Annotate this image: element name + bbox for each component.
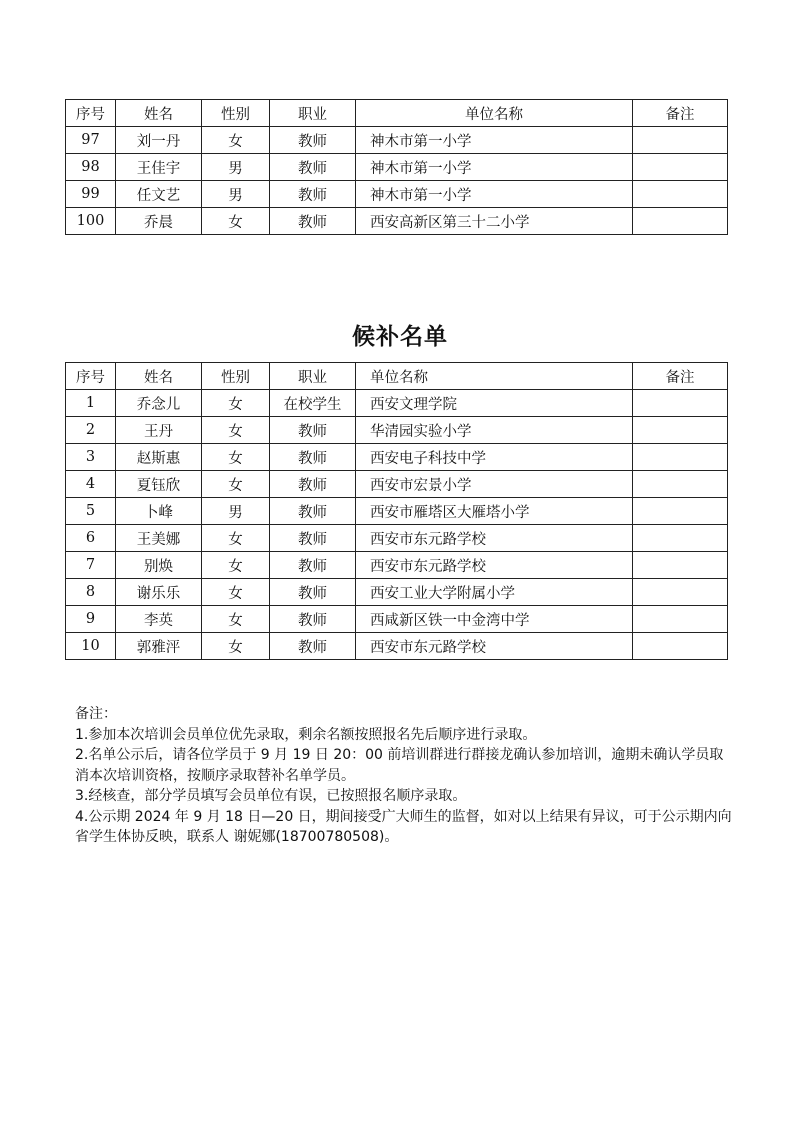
cell-organization: 西安文理学院 xyxy=(356,390,633,417)
col-header-index: 序号 xyxy=(66,363,116,390)
notes-section xyxy=(75,704,735,848)
col-header-gender: 性别 xyxy=(202,100,270,127)
cell-occupation: 教师 xyxy=(270,498,356,525)
cell-name: 乔念儿 xyxy=(116,390,202,417)
cell-index: 99 xyxy=(66,181,116,208)
cell-name: 谢乐乐 xyxy=(116,579,202,606)
cell-remarks xyxy=(633,471,728,498)
cell-remarks xyxy=(633,579,728,606)
cell-name: 王美娜 xyxy=(116,525,202,552)
table-row xyxy=(66,390,728,417)
cell-gender: 女 xyxy=(202,390,270,417)
note-item: 3.经核查，部分学员填写会员单位有误，已按照报名顺序录取。 xyxy=(75,788,467,804)
table-header-row xyxy=(66,100,728,127)
note-item: 1.参加本次培训会员单位优先录取，剩余名额按照报名先后顺序进行录取。 xyxy=(75,726,537,743)
cell-organization: 西安市东元路学校 xyxy=(356,525,633,552)
cell-organization: 西安工业大学附属小学 xyxy=(356,579,633,606)
cell-name: 乔晨 xyxy=(116,208,202,235)
admitted-list-table xyxy=(65,99,728,235)
cell-name: 刘一丹 xyxy=(116,127,202,154)
col-header-organization: 单位名称 xyxy=(356,100,633,127)
cell-gender: 女 xyxy=(202,525,270,552)
table-row xyxy=(66,471,728,498)
cell-index: 97 xyxy=(66,127,116,154)
cell-organization: 西安电子科技中学 xyxy=(356,444,633,471)
cell-occupation: 教师 xyxy=(270,525,356,552)
cell-occupation: 教师 xyxy=(270,127,356,154)
cell-gender: 女 xyxy=(202,127,270,154)
cell-remarks xyxy=(633,606,728,633)
cell-occupation: 教师 xyxy=(270,208,356,235)
cell-remarks xyxy=(633,498,728,525)
cell-occupation: 教师 xyxy=(270,417,356,444)
cell-index: 8 xyxy=(66,579,116,606)
cell-remarks xyxy=(633,633,728,660)
cell-name: 赵斯惠 xyxy=(116,444,202,471)
col-header-remarks: 备注 xyxy=(633,100,728,127)
cell-name: 王丹 xyxy=(116,417,202,444)
cell-index: 3 xyxy=(66,444,116,471)
cell-index: 5 xyxy=(66,498,116,525)
col-header-remarks: 备注 xyxy=(633,363,728,390)
table-row xyxy=(66,525,728,552)
cell-index: 1 xyxy=(66,390,116,417)
col-header-name: 姓名 xyxy=(116,363,202,390)
table-row xyxy=(66,498,728,525)
table-header-row xyxy=(66,363,728,390)
cell-organization: 西安市东元路学校 xyxy=(356,633,633,660)
cell-organization: 西安高新区第三十二小学 xyxy=(356,208,633,235)
table-row xyxy=(66,606,728,633)
cell-gender: 女 xyxy=(202,444,270,471)
cell-occupation: 教师 xyxy=(270,471,356,498)
col-header-index: 序号 xyxy=(66,100,116,127)
col-header-organization: 单位名称 xyxy=(356,363,633,390)
col-header-name: 姓名 xyxy=(116,100,202,127)
table-row xyxy=(66,127,728,154)
cell-organization: 西安市雁塔区大雁塔小学 xyxy=(356,498,633,525)
cell-remarks xyxy=(633,208,728,235)
cell-index: 7 xyxy=(66,552,116,579)
waitlist-title: 候补名单 xyxy=(352,323,448,350)
table-row xyxy=(66,154,728,181)
cell-occupation: 教师 xyxy=(270,579,356,606)
cell-name: 郭雅泙 xyxy=(116,633,202,660)
cell-gender: 女 xyxy=(202,579,270,606)
table-row xyxy=(66,208,728,235)
cell-name: 王佳宇 xyxy=(116,154,202,181)
cell-remarks xyxy=(633,390,728,417)
cell-occupation: 教师 xyxy=(270,606,356,633)
cell-occupation: 教师 xyxy=(270,552,356,579)
cell-remarks xyxy=(633,181,728,208)
cell-gender: 女 xyxy=(202,471,270,498)
cell-index: 4 xyxy=(66,471,116,498)
cell-name: 夏钰欣 xyxy=(116,471,202,498)
cell-gender: 女 xyxy=(202,208,270,235)
cell-remarks xyxy=(633,154,728,181)
cell-index: 2 xyxy=(66,417,116,444)
table-row xyxy=(66,181,728,208)
cell-gender: 男 xyxy=(202,154,270,181)
cell-occupation: 教师 xyxy=(270,154,356,181)
cell-remarks xyxy=(633,552,728,579)
cell-name: 李英 xyxy=(116,606,202,633)
cell-index: 9 xyxy=(66,606,116,633)
cell-organization: 神木市第一小学 xyxy=(356,154,633,181)
cell-name: 任文艺 xyxy=(116,181,202,208)
cell-remarks xyxy=(633,444,728,471)
col-header-occupation: 职业 xyxy=(270,363,356,390)
cell-occupation: 教师 xyxy=(270,633,356,660)
cell-occupation: 教师 xyxy=(270,181,356,208)
table-row xyxy=(66,552,728,579)
cell-gender: 女 xyxy=(202,417,270,444)
cell-index: 6 xyxy=(66,525,116,552)
cell-organization: 华清园实验小学 xyxy=(356,417,633,444)
table-row xyxy=(66,579,728,606)
cell-index: 100 xyxy=(66,208,116,235)
note-item: 2.名单公示后，请各位学员于 9 月 19 日 20：00 前培训群进行群接龙确认参加培训，逾期未确认学员取消本次培训资格，按顺序录取替补名单学员。 xyxy=(75,747,724,784)
cell-remarks xyxy=(633,417,728,444)
cell-organization: 神木市第一小学 xyxy=(356,181,633,208)
cell-index: 10 xyxy=(66,633,116,660)
cell-occupation: 教师 xyxy=(270,444,356,471)
table-row xyxy=(66,633,728,660)
cell-name: 卜峰 xyxy=(116,498,202,525)
cell-organization: 西安市宏景小学 xyxy=(356,471,633,498)
col-header-occupation: 职业 xyxy=(270,100,356,127)
col-header-gender: 性别 xyxy=(202,363,270,390)
cell-name: 别焕 xyxy=(116,552,202,579)
cell-gender: 女 xyxy=(202,606,270,633)
cell-index: 98 xyxy=(66,154,116,181)
waitlist-table xyxy=(65,362,728,660)
cell-gender: 女 xyxy=(202,633,270,660)
note-item: 4.公示期 2024 年 9 月 18 日—20 日，期间接受广大师生的监督，如对以上结果有异议，可于公示期内向省学生体协反映，联系人 谢妮娜(18700780508)。 xyxy=(75,808,732,845)
cell-organization: 西安市东元路学校 xyxy=(356,552,633,579)
cell-gender: 男 xyxy=(202,181,270,208)
table-row xyxy=(66,444,728,471)
cell-gender: 女 xyxy=(202,552,270,579)
cell-remarks xyxy=(633,525,728,552)
notes-heading: 备注： xyxy=(75,706,117,722)
cell-occupation: 在校学生 xyxy=(270,390,356,417)
cell-organization: 神木市第一小学 xyxy=(356,127,633,154)
table-row xyxy=(66,417,728,444)
cell-organization: 西咸新区铁一中金湾中学 xyxy=(356,606,633,633)
cell-gender: 男 xyxy=(202,498,270,525)
cell-remarks xyxy=(633,127,728,154)
